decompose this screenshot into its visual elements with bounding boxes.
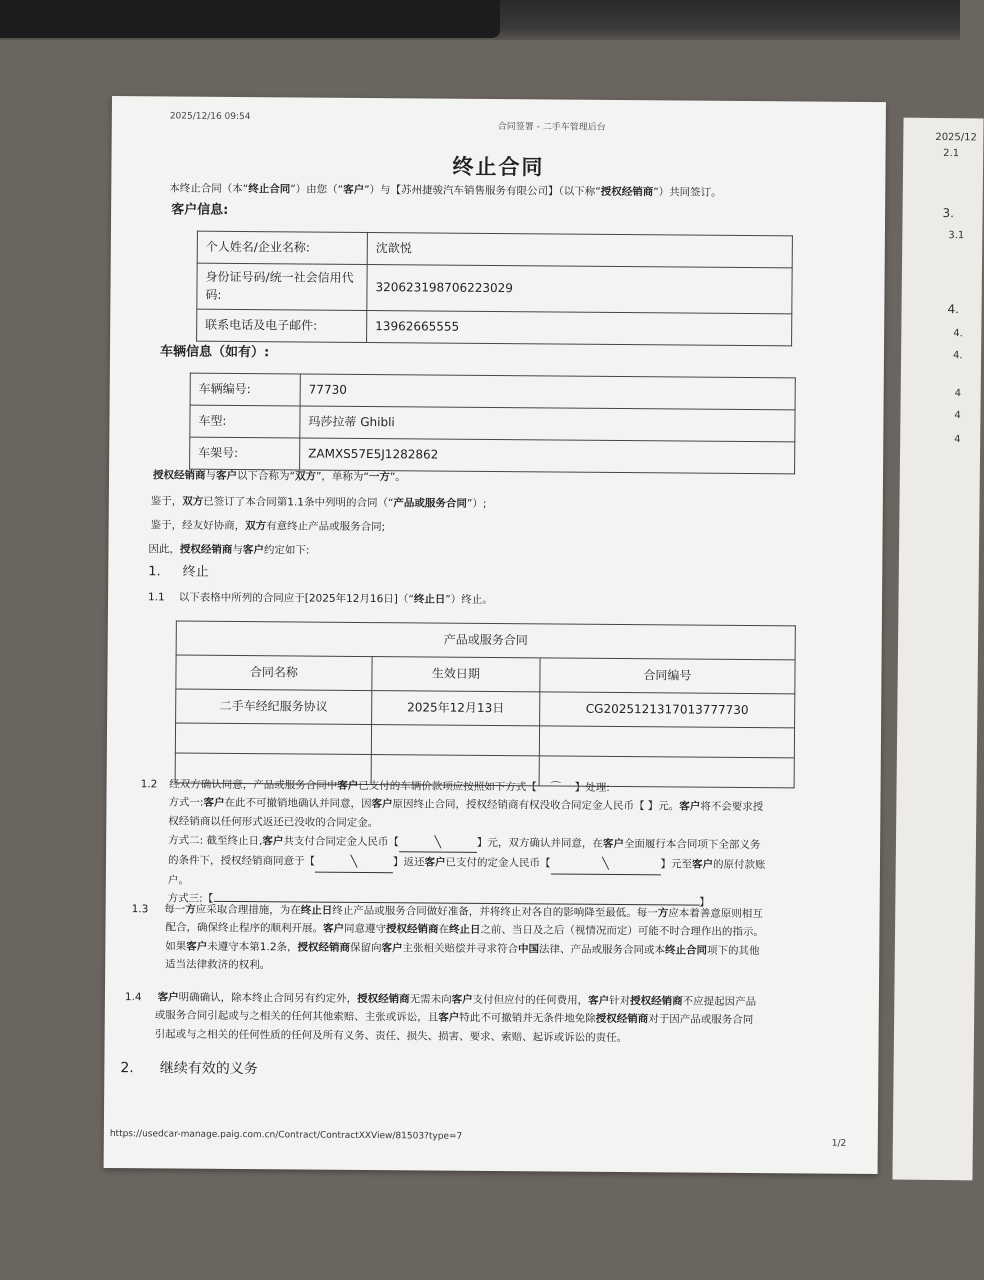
- section-1-heading: 1. 终止: [148, 564, 209, 580]
- intro-paragraph: 本终止合同（本“终止合同”）由您（“客户”）与【苏州捷骏汽车销售服务有限公司】（以下称“授权经销商”）共同签订。: [169, 182, 722, 199]
- clause-1-2-method-2: 方式二: 截至终止日,客户共支付合同定金人民币【 ╲ 】元，双方确认并同意，在客户全面履行本合同项下全部义务 的条件下，授权经销商同意于【 ╲ 】返还客户已支付的定金人民币【 ╲ 】元至客户的原付款账 户。: [140, 830, 850, 894]
- customer-id-value: 320623198706223029: [367, 265, 792, 314]
- table-row: [190, 405, 795, 442]
- vehicle-model-label: 车型:: [190, 405, 300, 438]
- contract-page: [104, 96, 886, 1174]
- table-cell: 二手车经纪服务协议: [176, 689, 372, 725]
- table-cell: [539, 726, 794, 758]
- vin-label: 车架号:: [190, 437, 300, 470]
- clause-1-3: 1.3 每一方应采取合理措施，为在终止日终止产品或服务合同做好准备，并将终止对各自的影响降至最低。每一方应本着善意原则相互 配合，确保终止程序的顺利开展。客户同意遵守授权经销商在终止日之前、当日及之后（视情况而定）可能不时合理作出的指示。 如果客户未遵守本第1.2条，授权经销商保留向客户主张相关赔偿并寻求符合中国法律、产品或服务合同或本终止合同项下的其他 适当法律救济的权利。: [131, 903, 764, 972]
- recital-therefore: 因此，授权经销商与客户约定如下:: [148, 543, 310, 557]
- side-text: 4: [954, 388, 962, 400]
- table-cell: [371, 725, 539, 756]
- clause-1-2-method-1: 方式一:客户在此不可撤销地确认并同意，因客户原因终止合同，授权经销商有权没收合同定金人民币【 】元。客户将不会要求授 权经销商以任何形式返还已没收的合同定金。: [168, 796, 764, 829]
- clause-1-2-method-3: 方式三:【 】: [167, 892, 710, 909]
- table-cell: CG2025121317013777730: [540, 692, 795, 728]
- laptop-edge: [0, 0, 960, 40]
- table-header-row: [176, 655, 795, 694]
- vin-value: ZAMXS57E5J1282862: [300, 438, 795, 474]
- table-cell: [175, 723, 371, 755]
- side-text: 3.: [942, 206, 955, 221]
- customer-info-table: [196, 231, 793, 347]
- customer-name-value: 沈歆悦: [367, 233, 792, 268]
- side-text: 2.1: [943, 148, 960, 160]
- recital-whereas-2: 鉴于，经友好协商，双方有意终止产品或服务合同;: [150, 519, 386, 534]
- side-text: 4.: [947, 302, 960, 317]
- table-row: [190, 373, 795, 410]
- side-text: 4.: [953, 350, 963, 362]
- table-row: [197, 309, 792, 346]
- table-cell: 2025年12月13日: [372, 691, 540, 726]
- print-timestamp: 2025/12/16 09:54: [169, 111, 251, 123]
- clause-1-1: 1.1 以下表格中所列的合同应于[2025年12月16日]（“终止日”）终止。: [148, 591, 493, 607]
- column-header: 合同名称: [176, 655, 372, 691]
- vehicle-model-value: 玛莎拉蒂 Ghibli: [300, 406, 795, 442]
- clause-1-2-line-1: 1.2 经双方确认同意，产品或服务合同中客户已支付的车辆价款项应按照如下方式【 ⌒ 】处理:: [140, 778, 610, 794]
- clause-1-2: [140, 774, 851, 913]
- side-text: 2025/12: [935, 131, 977, 144]
- second-page-edge: [892, 118, 983, 1181]
- column-header: 生效日期: [372, 657, 540, 692]
- vehicle-info-table: [189, 373, 796, 475]
- vehicle-number-value: 77730: [300, 374, 795, 410]
- footer-url: https://usedcar-manage.paig.com.cn/Contract/ContractXXView/81503?type=7: [109, 1129, 463, 1142]
- recital-whereas-1: 鉴于，双方已签订了本合同第1.1条中列明的合同（“产品或服务合同”）;: [150, 495, 487, 510]
- column-header: 合同编号: [540, 658, 795, 694]
- contract-list-table: [175, 621, 796, 789]
- table-row: [197, 263, 792, 314]
- document-title: 终止合同: [452, 154, 545, 180]
- table-row: [176, 621, 795, 660]
- side-text: 3.1: [948, 230, 965, 242]
- table-row: [175, 723, 794, 758]
- print-app-title: 合同签署 - 二手车管理后台: [497, 122, 606, 133]
- customer-contact-value: 13962665555: [367, 311, 792, 346]
- vehicle-number-label: 车辆编号:: [190, 373, 300, 406]
- side-text: 4: [954, 410, 961, 422]
- customer-id-label: 身份证号码/统一社会信用代码:: [197, 263, 367, 310]
- recital-parties: 授权经销商与客户以下合称为“双方”，单称为“一方”。: [152, 469, 406, 484]
- customer-info-heading: 客户信息:: [171, 202, 229, 218]
- table-row: [197, 231, 792, 268]
- side-text: 4: [954, 434, 961, 446]
- side-text: 4.: [953, 328, 963, 340]
- section-2-heading: 2. 继续有效的义务: [120, 1060, 258, 1078]
- vehicle-info-heading: 车辆信息（如有）:: [159, 344, 270, 361]
- footer-page-number: 1/2: [831, 1138, 847, 1149]
- customer-name-label: 个人姓名/企业名称:: [197, 231, 367, 264]
- table-row: [176, 689, 795, 728]
- customer-contact-label: 联系电话及电子邮件:: [197, 309, 367, 342]
- table-caption: 产品或服务合同: [176, 621, 795, 660]
- clause-1-4: 1.4 客户明确确认，除本终止合同另有约定外，授权经销商无需未向客户支付但应付的任何费用，客户针对授权经销商不应提起因产品 或服务合同引起或与之相关的任何其他索赔、主张或诉讼，且客户特此不可撤销并无条件地免除授权经销商对于因产品或服务合同 引起或与之相关的任何性质的任何及所有义务、责任、损失、损害、要求、索赔、起诉或诉讼的责任。: [124, 991, 757, 1044]
